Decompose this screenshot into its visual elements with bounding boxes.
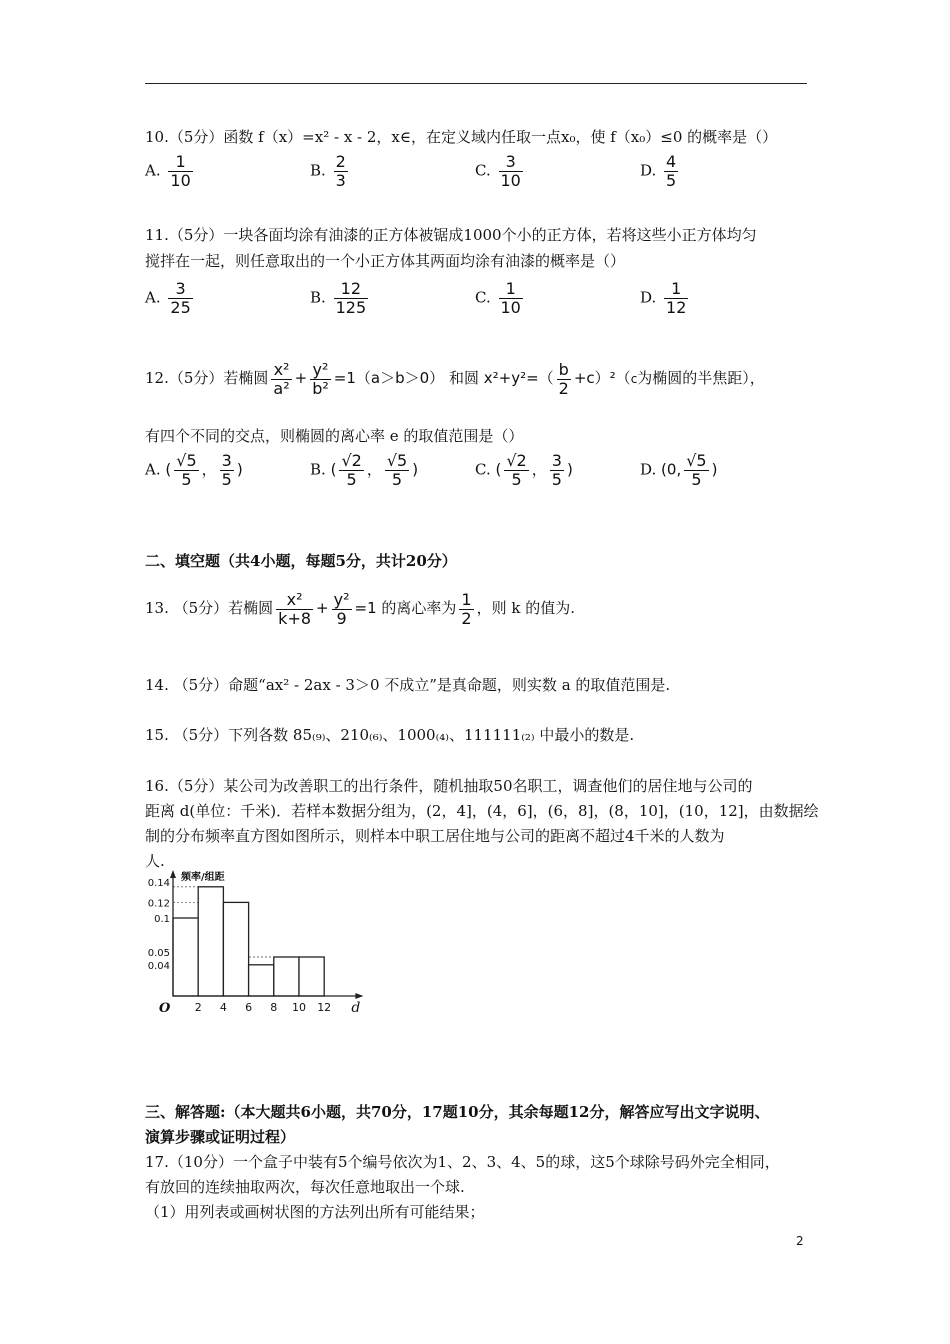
option-label: B.	[310, 460, 326, 479]
option-label: D.	[640, 460, 657, 479]
option-fraction: $\frac{12}{125}$	[335, 279, 367, 317]
option-fraction: $\frac{3}{10}$	[500, 152, 521, 190]
q11-option-b	[310, 280, 371, 317]
histogram-bar	[223, 902, 248, 996]
option-paren-left: (	[165, 460, 172, 479]
q12-option-b: B. ( $\frac{√2}{5}$ ， $\frac{√5}{5}$ )	[310, 451, 419, 489]
q17-line3: （1）用列表或画树状图的方法列出所有可能结果；	[145, 1203, 485, 1221]
q13-stem: 13. （5分）若椭圆 $\frac{\text{x²}}{k+8}$ + $\frac{\text{y²}}{9}$ =1 的离心率为 $\frac{1}{2}$ ，则 k 的值为.	[145, 589, 576, 628]
q11-stem-line1: 11.（5分）一块各面均涂有油漆的正方体被锯成1000个小的正方体，若将这些小正方体均匀	[145, 226, 757, 244]
q16-line1: 16.（5分）某公司为改善职工的出行条件，随机抽取50名职工，调查他们的居住地与公司的	[145, 777, 753, 795]
x-axis-label: d	[351, 1000, 361, 1016]
y-axis-arrow	[170, 870, 176, 878]
option-paren-right: )	[711, 460, 718, 479]
y-tick-label: 0.14	[147, 877, 170, 889]
x-tick-label: 8	[270, 1001, 278, 1014]
histogram-bar	[173, 918, 198, 996]
histogram-chart	[145, 868, 365, 1018]
option-fraction: $\frac{1}{10}$	[500, 279, 521, 317]
option-paren-left: (0,	[661, 460, 682, 479]
q12-option-d	[640, 452, 717, 489]
section2-title: 二、填空题（共4小题，每题5分，共计20分）	[145, 552, 457, 570]
q10-stem: 10.（5分）函数 f（x）=x² - x - 2，x∈，在定义域内任取一点x₀，使 f（x₀）≤0 的概率是（）	[145, 128, 778, 146]
option-label: C.	[475, 460, 491, 479]
section3-line1: 三、解答题:（本大题共6小题，共70分，17题10分，其余每题12分，解答应写出文字说明、	[145, 1103, 770, 1121]
q13-e-frac: $\frac{1}{2}$	[461, 589, 472, 628]
option-fraction: $\frac{4}{5}$	[666, 152, 677, 190]
x-tick-label: 2	[194, 1001, 202, 1014]
x-axis-arrow	[355, 993, 363, 999]
option-label: A.	[145, 288, 161, 307]
option-fraction-low: $\frac{√2}{5}$	[506, 451, 527, 489]
q12-circle-tail: +c）²（	[573, 369, 631, 387]
option-fraction-high: $\frac{√5}{5}$	[686, 451, 707, 489]
section3-line2: 演算步骤或证明过程）	[145, 1128, 296, 1146]
q11-stem-line2: 搅拌在一起，则任意取出的一个小正方体其两面均涂有油漆的概率是（）	[145, 252, 626, 270]
q12-c-note: 为椭圆的半焦距），	[637, 369, 765, 387]
q14-stem: 14. （5分）命题“ax² - 2ax - 3＞0 不成立”是真命题，则实数 a 的取值范围是.	[145, 676, 671, 694]
histogram-bar	[198, 887, 223, 996]
option-label: A.	[145, 161, 161, 180]
origin-label: O	[159, 1001, 171, 1016]
q11-option-c	[475, 280, 526, 317]
option-fraction-low: $\frac{√2}{5}$	[341, 451, 362, 489]
option-label: B.	[310, 161, 326, 180]
q17-line1: 17.（10分）一个盒子中装有5个编号依次为1、2、3、4、5的球，这5个球除号码外完全相同，	[145, 1153, 780, 1171]
q11-option-d	[640, 280, 691, 317]
q13-x-frac: $\frac{\text{x²}}{k+8}$	[278, 589, 312, 628]
q12-stem-line1: 12.（5分）若椭圆 $\frac{\text{x²}}{\text{a²}}$ + $\frac{\text{y²}}{\text{b²}}$ =1（a＞b＞0） 和圆 x²+y²=（ $\frac{b}{2}$ +c）²（c为椭圆的半焦距），	[145, 359, 765, 398]
y-axis-label: 频率/组距	[181, 872, 225, 883]
q15-stem: 15. （5分）下列各数 85₍₉₎、210₍₆₎、1000₍₄₎、111111₍₂₎ 中最小的数是.	[145, 726, 635, 744]
q17-line2: 有放回的连续抽取两次，每次任意地取出一个球.	[145, 1178, 465, 1196]
y-tick-label: 0.1	[154, 914, 170, 925]
x-tick-label: 12	[317, 1001, 332, 1014]
x-tick-label: 6	[245, 1001, 253, 1014]
option-fraction: $\frac{1}{10}$	[170, 152, 191, 190]
histogram-bar	[299, 957, 324, 996]
q12-option-a: A. ( $\frac{√5}{5}$ ， $\frac{3}{5}$ )	[145, 451, 243, 489]
q13-y-frac: $\frac{\text{y²}}{9}$	[333, 589, 350, 628]
option-fraction: $\frac{1}{12}$	[666, 279, 687, 317]
option-fraction-high: $\frac{3}{5}$	[551, 451, 562, 489]
q12-c-letter: c	[630, 372, 638, 386]
q10-option-c	[475, 153, 526, 190]
option-fraction-high: $\frac{3}{5}$	[221, 451, 232, 489]
q12-condition: =1（a＞b＞0）	[333, 369, 445, 387]
option-label: D.	[640, 161, 657, 180]
q12-and-circle: 和圆	[448, 369, 479, 387]
option-fraction-high: $\frac{√5}{5}$	[386, 451, 408, 489]
option-paren-left: (	[495, 460, 502, 479]
option-paren-left: (	[330, 460, 337, 479]
histogram-bar	[274, 957, 299, 996]
y-tick-label: 0.12	[147, 898, 170, 910]
option-label: C.	[475, 288, 491, 307]
q12-circle-eq: x²+y²=（	[483, 369, 554, 387]
q12-ellipse-x-frac: $\frac{\text{x²}}{\text{a²}}$	[273, 359, 290, 398]
option-label: B.	[310, 288, 326, 307]
option-fraction: $\frac{3}{25}$	[170, 279, 191, 317]
option-paren-right: )	[412, 460, 419, 479]
y-tick-label: 0.04	[147, 960, 170, 972]
option-label: C.	[475, 161, 491, 180]
q12-stem-line2: 有四个不同的交点，则椭圆的离心率 e 的取值范围是（）	[145, 427, 524, 445]
q10-option-a	[145, 153, 196, 190]
q12-circle-frac: $\frac{b}{2}$	[558, 359, 569, 398]
q12-option-c: C. ( $\frac{√2}{5}$ ， $\frac{3}{5}$ )	[475, 451, 573, 489]
q11-option-a	[145, 280, 196, 317]
x-tick-label: 4	[219, 1001, 227, 1014]
q16-line2: 距离 d(单位：千米)．若样本数据分组为，(2，4]，(4，6]，(6，8]，(8，10]，(10，12]，由数据绘	[145, 802, 819, 820]
q12-prefix: 12.（5分）若椭圆	[145, 369, 269, 387]
x-tick-label: 10	[292, 1001, 306, 1014]
q16-line4: 人.	[145, 852, 165, 870]
q12-ellipse-y-frac: $\frac{\text{y²}}{\text{b²}}$	[312, 359, 329, 398]
q10-option-d	[640, 153, 681, 190]
q16-line3: 制的分布频率直方图如图所示，则样本中职工居住地与公司的距离不超过4千米的人数为	[145, 827, 725, 845]
option-label: A.	[145, 460, 161, 479]
option-paren-right: )	[566, 460, 573, 479]
option-fraction-low: $\frac{√5}{5}$	[176, 451, 197, 489]
header-rule	[145, 83, 807, 84]
y-tick-label: 0.05	[147, 948, 170, 959]
q10-option-b	[310, 153, 351, 190]
option-label: D.	[640, 288, 657, 307]
histogram-bar	[249, 965, 274, 996]
page-number: 2	[796, 1234, 804, 1248]
option-fraction: $\frac{2}{3}$	[335, 152, 346, 190]
option-paren-right: )	[236, 460, 243, 479]
